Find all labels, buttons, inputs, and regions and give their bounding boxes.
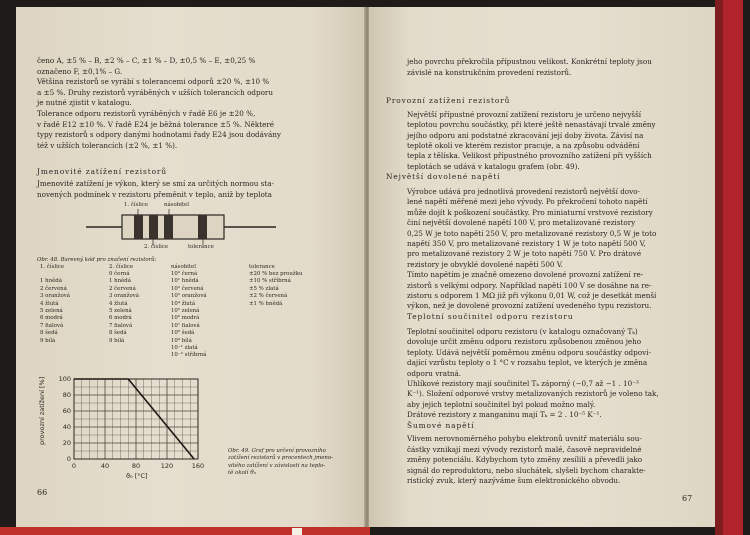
band-4 [198,215,207,239]
table-cell: 10⁴ žlutá [171,300,196,307]
text-line: Největší přípustné provozní zatížení rezistoru je určeno nejvyšší [407,110,642,119]
table-cell: 10⁹ bílá [171,337,192,344]
text-line: činí největší dovolené napětí 100 V, pro metalizované rezistory [407,218,636,228]
text-line: 0,25 W je toto napětí 250 V, pro metalizované rezistory 0,5 W je toto [407,228,657,238]
text-line: aby jejich teplotní součinitel byl pokud možno malý. [407,399,596,409]
table-cell: 8 šedá [109,330,127,337]
x-axis-label: ϑ₀ [°C] [126,472,148,480]
table-col-header: tolerance [249,264,275,270]
table-cell: 2 červená [109,285,136,292]
text-line: ristický zvuk, který nazýváme šum elektronického obvodu. [407,476,621,486]
table-cell: 9 bílá [109,337,125,344]
label-tolerance: tolerance [188,244,214,250]
text-line: teploty. Udává největší poměrnou změnu odporu součástky odpoví- [407,347,651,357]
table-cell: 10⁻¹ zlatá [171,345,198,351]
text-line: rezistory je obvyklé dovolené napětí 500 V. [407,259,563,269]
text-line: může dojít k poškození součástky. Pro miniaturní vrstvové rezistory [407,207,653,217]
book-spine-inner [715,0,723,535]
text-line: odporu vratná. [407,368,462,378]
text-line: napětí 350 V, pro metalizované rezistory 1 W je toto napětí 500 V, [407,239,646,248]
table-cell: ±20 % bez proužku [249,271,303,277]
heading-temperature-coefficient: Teplotní součinitel odporu rezistoru [407,312,574,321]
table-cell: 0 černá [109,271,130,277]
label-first-digit: 1. číslice [124,202,149,208]
table-cell: 4 žlutá [109,300,128,307]
table-cell: ±5 % zlatá [249,285,279,292]
table-cell: 6 modrá [40,315,63,322]
text-line: dovoluje určit změnu odporu rezistoru způsobenou změnou jeho [407,337,642,347]
table-cell: 10⁶ modrá [171,315,200,322]
text-line: Tímto napětím je značně omezeno dovolené provozní zatížení re- [407,270,644,280]
x-tick-label: 160 [191,462,205,470]
text-line: čeno A, ±5 % – B, ±2 % – C, ±1 % – D, ±0,5 % – E, ±0,25 % [37,56,256,65]
text-line: zistoru s odporem 1 MΩ již při výkonu 0,01 W, což je desetkát menší [407,291,657,300]
heading-nominal-load: Jmenovité zatížení rezistorů [37,167,168,176]
x-tick-label: 0 [71,462,77,470]
series-point [73,378,74,379]
table-col-header: 2. číslice [109,264,134,270]
text-line: výkon, než je dovolené provozní zatížení uvedeného typu rezistoru. [407,301,652,311]
text-line: teplotou povrchu součástky, při které ještě nenastávají trvalé změny [407,120,656,130]
text-line: jejího odporu ani podstatné zkracování její doby života. Závisí na [407,130,644,140]
text-line: teplotách se udává v katalogu grafem (obr. 49). [407,161,580,171]
text-line: Jmenovité zatížení je výkon, který se smí za určitých normou sta- [37,179,274,188]
text-line: též v užších tolerancích (±2 %, ±1 %). [37,140,178,150]
table-cell: 5 zelená [40,308,63,314]
table-col-header: 1. číslice [40,264,65,270]
text-line: a ±5 %. Druhy rezistorů vyráběných v užších tolerancích odporu [37,87,273,97]
table-cell: 1 hnědá [109,278,131,285]
table-cell: 7 fialová [40,322,64,329]
label-second-digit: 2. číslice [144,244,169,250]
y-tick-label: 40 [62,423,71,432]
right-page [369,7,715,527]
page-number-right: 67 [682,494,693,503]
text-line: Drátové rezistory z manganinu mají Tₖ = 2 . 10⁻⁵ K⁻¹. [407,410,602,420]
series-point [128,378,129,379]
book-spine [723,0,743,535]
table-cell: 10⁵ zelená [171,308,200,314]
band-1 [134,215,143,239]
y-tick-label: 0 [66,455,71,464]
caption-line: vitého zatížení v závislosti na teplo- [228,462,326,469]
x-tick-label: 80 [131,462,141,470]
caption-line: zatížení rezistorů v procentech jmeno- [228,455,333,462]
text-line: dající vzrůstu teploty o 1 °C v rozsahu teplot, ve kterých je změna [407,358,648,368]
text-line: signál do reproduktoru, nebo sluchátek, slyšeli bychom charakte- [407,465,646,475]
x-tick-label: 120 [160,462,174,470]
bookmark-strip [292,528,302,535]
caption-line: tě okolí ϑ₀ [228,469,257,476]
table-cell: 5 zelená [109,308,132,314]
label-multiplier: násobitel [164,202,189,208]
table-cell: 3 oranžová [40,293,70,300]
table-cell: ±2 % červená [249,293,288,300]
band-2 [149,215,158,239]
left-page [16,7,366,527]
table-cell: 9 bílá [40,337,56,344]
table-cell: 7 fialová [109,322,133,329]
text-line: částky vznikají mezi vývody rezistorů malé, časově nepravidelné [407,444,642,454]
y-axis-label: provozní zatížení [%] [38,376,46,445]
y-tick-label: 20 [62,439,71,448]
caption-line: Obr. 49. Graf pro určení provozního [228,448,326,454]
text-line: teplotě okolí ve kterém rezistor pracuje, a na způsobu odvádění [407,140,640,150]
band-3 [164,215,173,239]
text-line: Většina rezistorů se vyrábí s tolerancemi odporů ±20 %, ±10 % [37,77,270,87]
table-cell: 2 červená [40,285,67,292]
text-line: tepla z tělíska. Velikost přípustného provozního zatížení při vyšších [407,151,652,161]
text-line: Uhlíkové rezistory mají součinitel Tₖ záporný (−0,7 až −1 . 10⁻³ [407,379,639,388]
series-point [194,458,195,459]
text-line: Teplotní součinitel odporu rezistoru (v katalogu označovaný Tₖ) [407,327,638,336]
text-line: novených podmínek v rezistoru přeměnit v teplo, aniž by teplota [37,189,272,199]
heading-operating-load: Provozní zatížení rezistorů [386,96,511,105]
text-line: Výrobce udává pro jednotlivá provedení rezistorů největší dovo- [407,187,640,196]
text-line: v řadě E12 ±10 %. V řadě E24 je běžná tolerance ±5 %. Některé [37,119,275,129]
table-col-header: násobitel [171,264,196,270]
table-cell: ±1 % hnědá [249,300,283,307]
table-cell: 10⁷ fialová [171,322,200,329]
book-cover-edge [0,527,370,535]
page-number-left: 66 [37,488,48,497]
table-cell: 10¹ hnědá [171,278,199,285]
heading-max-voltage: Největší dovolené napětí [386,172,501,181]
y-tick-label: 80 [62,391,71,400]
x-tick-label: 40 [100,462,110,470]
table-cell: 3 oranžová [109,293,139,300]
table-cell: 10⁻² stříbrná [171,352,207,359]
text-line: Vlivem nerovnoměrného pohybu elektronů uvnitř materiálu sou- [407,434,642,443]
text-line: zistorů s velkými odpory. Například napětí 100 V se dosáhne na re- [407,280,652,290]
heading-noise-voltage: Šumové napětí [407,421,475,430]
table-cell: 8 šedá [40,330,58,337]
text-line: závislé na konstrukčním provedení rezistorů. [407,67,572,77]
table-cell: ±10 % stříbrná [249,278,291,285]
table-cell: 10² červená [171,285,204,292]
table-cell: 4 žlutá [40,300,59,307]
y-tick-label: 60 [62,407,71,416]
text-line: změny potenciálu. Kdybychom tyto změny zesílili a převedli jako [407,455,643,465]
table-cell: 6 modrá [109,315,132,322]
table-cell: 1 hnědá [40,278,62,285]
text-line: Tolerance odporu rezistorů vyráběných v řadě E6 je ±20 %, [37,109,256,118]
text-line: označeno F, ±0,1% – G. [37,66,123,76]
text-line: K⁻¹). Složení odporové vrstvy metalizovaných rezistorů je voleno tak, [407,389,659,399]
operating-load-chart [30,371,220,481]
table-cell: 10⁰ černá [171,271,198,277]
text-line: typy rezistorů s odpory danými hodnotami řady E24 jsou dodávány [37,130,281,140]
text-line: je nutné zjistit v katalogu. [37,98,132,108]
text-line: lené napětí měřené mezi jeho vývody. Po překročení tohoto napětí [407,197,648,207]
text-line: jeho povrchu překročila přípustnou velikost. Konkrétní teploty jsou [407,57,652,66]
table-cell: 10⁸ šedá [171,330,195,337]
y-tick-label: 100 [58,375,71,384]
table-cell: 10³ oranžová [171,293,207,300]
figure-48-caption: Obr. 48. Barevný kód pro značení rezistorů: [37,257,157,263]
text-line: pro metalizované rezistory 2 W je toto napětí 750 V. Pro drátové [407,249,642,259]
